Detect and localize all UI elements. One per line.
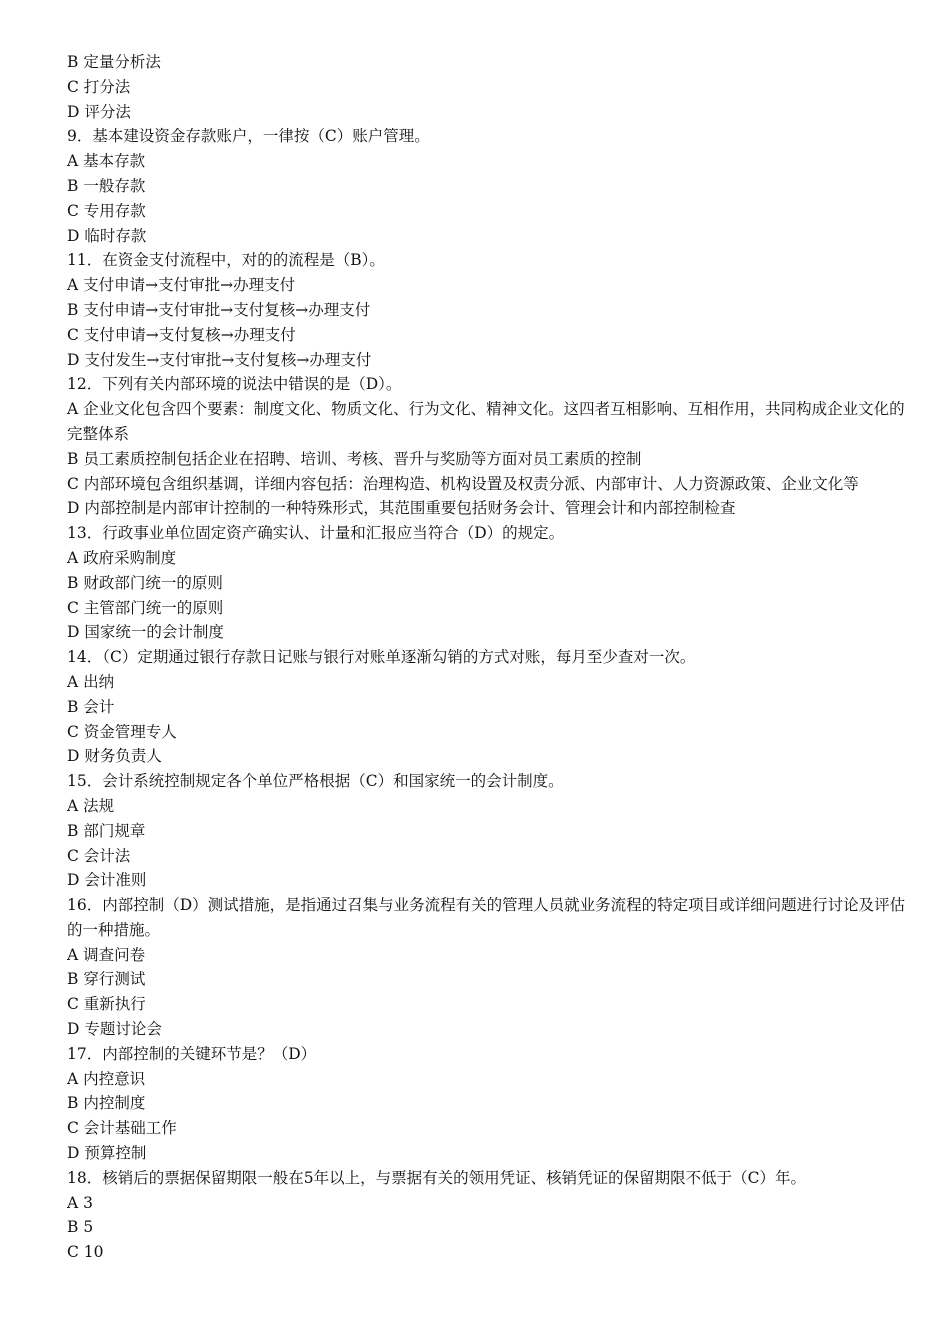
option-line: D 内部控制是内部审计控制的一种特殊形式，其范围重要包括财务会计、管理会计和内部控制检查 xyxy=(67,499,736,518)
option-line: A 法规 xyxy=(67,796,115,815)
option-line: C 会计法 xyxy=(67,846,131,865)
option-line: D 评分法 xyxy=(67,102,131,121)
option-line: D 支付发生→支付审批→支付复核→办理支付 xyxy=(67,350,372,369)
option-line: A 出纳 xyxy=(67,672,115,691)
option-line: D 国家统一的会计制度 xyxy=(67,623,224,642)
option-line: A 支付申请→支付审批→办理支付 xyxy=(67,276,296,295)
question-16: 16．内部控制（D）测试措施，是指通过召集与业务流程有关的管理人员就业务流程的特定项目或详细问题进行讨论及评估的一种措施。 xyxy=(67,896,906,939)
option-line: C 资金管理专人 xyxy=(67,722,177,741)
option-line: C 主管部门统一的原则 xyxy=(67,598,224,617)
option-line: B 支付申请→支付审批→支付复核→办理支付 xyxy=(67,300,371,319)
option-line: B 财政部门统一的原则 xyxy=(67,573,223,592)
option-line: B 员工素质控制包括企业在招聘、培训、考核、晋升与奖励等方面对员工素质的控制 xyxy=(67,449,642,468)
question-18: 18．核销后的票据保留期限一般在5年以上，与票据有关的领用凭证、核销凭证的保留期限不低于（C）年。 xyxy=(67,1168,806,1187)
option-line: C 支付申请→支付复核→办理支付 xyxy=(67,325,296,344)
question-11: 11．在资金支付流程中，对的的流程是（B）。 xyxy=(67,251,385,270)
option-line: C 专用存款 xyxy=(67,201,146,220)
option-line: B 内控制度 xyxy=(67,1094,146,1113)
option-line: B 5 xyxy=(67,1218,94,1237)
option-line: C 会计基础工作 xyxy=(67,1119,177,1138)
option-line: D 财务负责人 xyxy=(67,747,162,766)
option-line: A 3 xyxy=(67,1193,93,1212)
question-9: 9．基本建设资金存款账户，一律按（C）账户管理。 xyxy=(67,127,430,146)
question-13: 13．行政事业单位固定资产确实认、计量和汇报应当符合（D）的规定。 xyxy=(67,524,565,543)
option-line: D 预算控制 xyxy=(67,1144,147,1163)
option-line: C 10 xyxy=(67,1243,104,1262)
option-line: A 调查问卷 xyxy=(67,945,146,964)
option-line: A 政府采购制度 xyxy=(67,548,177,567)
option-line: B 部门规章 xyxy=(67,821,146,840)
option-line: B 一般存款 xyxy=(67,176,146,195)
option-line: B 穿行测试 xyxy=(67,970,146,989)
option-line: C 重新执行 xyxy=(67,995,146,1014)
question-17: 17．内部控制的关键环节是？（D） xyxy=(67,1044,317,1063)
option-line: C 内部环境包含组织基调，详细内容包括：治理构造、机构设置及权责分派、内部审计、人力资源政策、企业文化等 xyxy=(67,474,859,493)
question-15: 15．会计系统控制规定各个单位严格根据（C）和国家统一的会计制度。 xyxy=(67,772,564,791)
option-line: D 临时存款 xyxy=(67,226,147,245)
option-line: B 会计 xyxy=(67,697,115,716)
option-line: A 企业文化包含四个要素：制度文化、物质文化、行为文化、精神文化。这四者互相影响、互相作用，共同构成企业文化的完整体系 xyxy=(67,400,905,443)
question-12: 12．下列有关内部环境的说法中错误的是（D）。 xyxy=(67,375,402,394)
option-line: A 基本存款 xyxy=(67,152,146,171)
option-line: B 定量分析法 xyxy=(67,53,161,71)
question-14: 14．（C）定期通过银行存款日记账与银行对账单逐渐勾销的方式对账，每月至少查对一次。 xyxy=(67,648,696,667)
option-line: C 打分法 xyxy=(67,77,131,96)
option-line: D 会计准则 xyxy=(67,871,147,890)
option-line: A 内控意识 xyxy=(67,1069,146,1088)
option-line: D 专题讨论会 xyxy=(67,1020,162,1039)
document-body xyxy=(67,50,910,1265)
